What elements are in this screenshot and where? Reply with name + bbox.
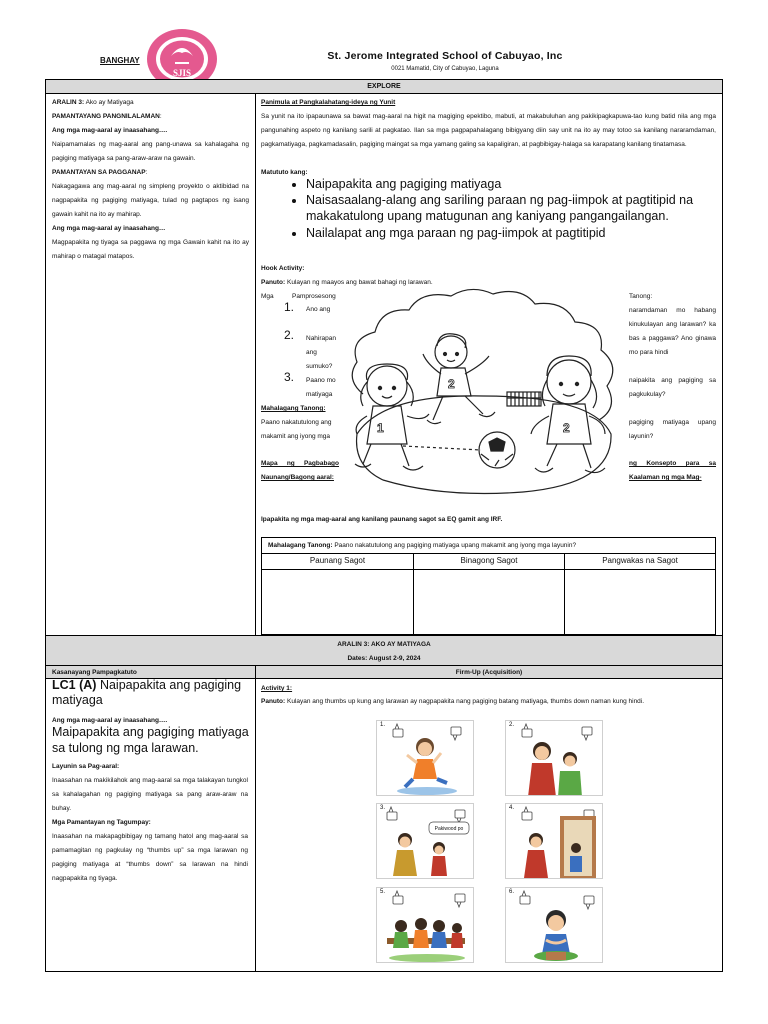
q1-text: Ano ang [306, 306, 331, 313]
picture-number: 1. [380, 722, 386, 728]
picture-number: 4. [509, 805, 515, 811]
thumbs-up-icon [522, 807, 532, 820]
mapa-left-text: Mapa ng Pagbabago Naunang/Bagong aaral: [261, 460, 339, 481]
q-number-3: 3. [284, 370, 295, 384]
activity-picture-6 [505, 887, 603, 963]
performance-standard-body2: Magpapakita ng tiyaga sa paggawa ng mga Gawain kahit na ito ay mahirap o matagal matapos. [52, 239, 249, 260]
irf-col-1: Paunang Sagot [309, 556, 366, 565]
bullet-item: • Naisasaalang-alang ang sariling paraan ng pag-iimpok at pagtitipid na makakatulong upang matugunan ang kaniyang pangangailangan. [306, 192, 746, 224]
activity-title [261, 682, 292, 696]
hook-title-text: Hook Activity: [261, 265, 305, 272]
thumbs-up-icon [387, 807, 397, 820]
right-questions-2: naipakita ang pagiging sa pagkukulay? [629, 377, 716, 398]
lc-code: LC1 (A) [52, 678, 97, 692]
school-address: 0021 Mamatid, City of Cabuyao, Laguna [391, 66, 499, 72]
picture-number: 2. [509, 722, 515, 728]
picture-number: 3. [380, 805, 386, 811]
aralin-heading: ARALIN 3: AKO AY MATIYAGA [337, 641, 431, 648]
ipapakita-bold: Ipapakita ng mga mag-aaral ang kanilang paunang sagot sa EQ gamit ang IRF. [261, 516, 503, 523]
picture-number: 5. [380, 889, 386, 895]
matututo-text: Matututo kang: [261, 169, 308, 176]
mapa-left [261, 457, 339, 485]
learning-bullets [268, 176, 746, 241]
lc-text: Naipapakita ang pagiging matiyaga [52, 678, 242, 707]
ipapakita-text [261, 513, 502, 527]
logo-text: SJIS [172, 68, 192, 78]
activity-picture-2 [505, 720, 603, 796]
school-name: St. Jerome Integrated School of Cabuyao, Inc [327, 50, 563, 62]
q3-text-a: Paano mo [306, 377, 336, 384]
lesson-expect-body: Maipapakita ang pagiging matiyaga sa tulong ng mga larawan. [52, 725, 249, 755]
layunin-title-text: Layunin sa Pag-aaral: [52, 763, 120, 770]
mahalagang-tanong-body2: makamit ang iyong mga [261, 433, 331, 440]
mga-label: Mga [261, 293, 274, 300]
irf-question: Paano nakatutulong ang pagiging matiyaga upang makamit ang iyong mga layunin? [334, 542, 577, 549]
activity-panuto-label: Panuto: [261, 698, 286, 705]
irf-col-3: Pangwakas na Sagot [602, 556, 678, 565]
panuto-text: Kulayan ng maayos ang bawat bahagi ng larawan. [287, 279, 433, 286]
thumbs-up-icon [522, 724, 532, 737]
aralin-label: ARALIN 3: [52, 99, 85, 106]
activity-picture-5 [376, 887, 474, 963]
q-number-1: 1. [284, 300, 295, 314]
kasanayan-header: Kasanayang Pampagkatuto [52, 669, 137, 676]
irf-answer-2[interactable] [414, 570, 564, 634]
irf-answer-3[interactable] [565, 570, 715, 634]
thumbs-down-icon [455, 810, 465, 823]
q2-text-c: sumuko? [306, 363, 333, 370]
irf-label: Mahalagang Tanong: [268, 542, 333, 549]
mahalagang-tanong-title [261, 402, 326, 416]
speech-bubble-text: Pakiwood po [434, 826, 464, 832]
intro-body: Sa yunit na ito ipapaunawa sa bawat mag-aaral na higit na magiging epektibo, mabuti, at makabuluhan ang pakikipagkapuwa-tao kung batid nila ang mga pangunahing aspeto ng kanilang sarili at pagkatao. Ilan sa mga pagpapahalagang bibigyang diin say unit na ito ay may totoo sa kanilang nararamdaman, pagkamatiyaga, pagkamadasalin, pagiging maingat sa mga yamang galing sa kapaligiran, at pagbibigay-halaga sa karapatang kanilang tinatamasa. [261, 113, 716, 148]
explore-banner [46, 80, 722, 94]
bullet-item: • Naipapakita ang pagiging matiyaga [306, 176, 746, 192]
mapa-right-text: ng Konsepto para sa Kaalaman ng mga Mag- [629, 460, 716, 481]
right-questions: naramdaman mo habang kinukulayan ang larawan? ka bas a paggawa? Ano ginawa mo para hindi [629, 307, 716, 356]
banghay-label: BANGHAY [100, 56, 140, 65]
mahalagang-tanong-body: Paano nakatutulong ang [261, 419, 332, 426]
pamantayan-title [52, 816, 151, 830]
q-number-2: 2. [284, 328, 295, 342]
panuto-label: Panuto: [261, 279, 286, 286]
mahalagang-title-text: Mahalagang Tanong: [261, 405, 326, 412]
activity-panuto [261, 695, 716, 709]
lc-title [52, 678, 250, 708]
lesson-expect-text: Ang mga mag-aaral ay inaasahang…. [52, 717, 168, 724]
svg-text:2: 2 [563, 421, 570, 435]
performance-standard-sub: Ang mga mag-aaral ay inaasahang… [52, 225, 166, 232]
irf-col-2: Binagong Sagot [460, 556, 518, 565]
q2-text-b: ang [306, 349, 317, 356]
coloring-image [343, 284, 623, 498]
thumbs-down-icon [584, 896, 594, 909]
q3-text-b: matiyaga [306, 391, 333, 398]
mapa-right [629, 457, 716, 485]
thumbs-up-icon [393, 724, 403, 737]
hook-activity-title [261, 262, 304, 276]
pamprosesong-label: Pamprosesong [292, 293, 336, 300]
picture-number: 6. [509, 889, 515, 895]
pamantayan-body: Inaasahan na makapagbibigay ng tamang hatol ang mag-aaral sa pamamagitan ng pagkulay ng “thumbs up” sa mga larawan ng pagiging matiyaga at “thumbs down” sa larawan na hindi nagpapakita ng tiyaga. [52, 833, 248, 882]
thumbs-up-icon [520, 891, 530, 904]
activity-picture-4 [505, 803, 603, 879]
thumbs-down-icon [582, 727, 592, 740]
performance-standard-title: PAMANTAYAN SA PAGGANAP [52, 169, 146, 176]
layunin-title [52, 760, 119, 774]
dates-heading: Dates: August 2-9, 2024 [347, 655, 421, 662]
tanong-label: Tanong: [629, 293, 653, 300]
svg-text:1: 1 [377, 421, 384, 435]
content-standard-title: PAMANTAYANG PANGNILALAMAN [52, 113, 160, 120]
bullet-item: • Nailalapat ang mga paraan ng pag-iimpok at pagtitipid [306, 225, 746, 241]
aralin-title: Ako ay Matiyaga [85, 99, 134, 106]
lesson-banner [46, 636, 722, 666]
irf-question-row [268, 540, 576, 552]
explore-left-column: ARALIN 3: Ako ay Matiyaga PAMANTAYANG PANGNILALAMAN: Ang mga mag-aaral ay inaasahang…. Naipamamalas ng mag-aaral ang pang-unawa sa kahalagaha ng pagiging matiyaga sa pang-araw-araw na gawain. PAMANTAYAN SA PAGGANAP: Nakagagawa ang mag-aaral ng simpleng proyekto o aktibidad na nagpapakita ng pagiging matiyaga, tulad ng pagtapos ng isang gawain kahit na ito ay mahirap. Ang mga mag-aaral ay inaasahang… Magpapakita ng tiyaga sa paggawa ng mga Gawain kahit na ito ay mahirap o matagal matapos. [52, 96, 249, 264]
activity-picture-3 [376, 803, 474, 879]
thumbs-down-icon [451, 727, 461, 740]
mahalagang-right: pagiging matiyaga upang layunin? [629, 419, 716, 440]
thumbs-up-icon [393, 891, 403, 904]
svg-text:2: 2 [448, 377, 455, 391]
activity-panuto-text: Kulayan ang thumbs up kung ang larawan ay nagpapakita nang pagiging batang matiyaga, thumbs down naman kung hindi. [287, 698, 645, 705]
performance-standard-body: Nakagagawa ang mag-aaral ng simpleng proyekto o aktibidad na nagpapakita ng pagiging matiyaga, tulad ng pagtapos ng isang gawain kahit na ito ay mahirap. [52, 183, 249, 218]
intro-title [261, 96, 716, 110]
layunin-body: Inaasahan na makikilahok ang mag-aaral sa mga talakayan tungkol sa kahalagahan ng pagiging matiyaga sa pang araw-araw na buhay. [52, 777, 248, 812]
content-standard-body: Naipamamalas ng mag-aaral ang pang-unawa sa kahalagaha ng pagiging matiyaga sa pang-araw-araw na gawain. [52, 141, 249, 162]
content-standard-sub: Ang mga mag-aaral ay inaasahang…. [52, 127, 168, 134]
activity-picture-1 [376, 720, 474, 796]
firm-up-header: Firm-Up (Acquisition) [455, 669, 523, 676]
intro-title-text: Panimula at Pangkalahatang-ideya ng Yunit [261, 99, 396, 106]
pamantayan-title-text: Mga Pamantayan ng Tagumpay: [52, 819, 151, 826]
activity-title-text: Activity 1: [261, 685, 293, 692]
irf-answer-1[interactable] [262, 570, 413, 634]
explore-banner-text: EXPLORE [367, 83, 401, 90]
q2-text-a: Nahirapan [306, 335, 336, 342]
thumbs-down-icon [455, 894, 465, 907]
